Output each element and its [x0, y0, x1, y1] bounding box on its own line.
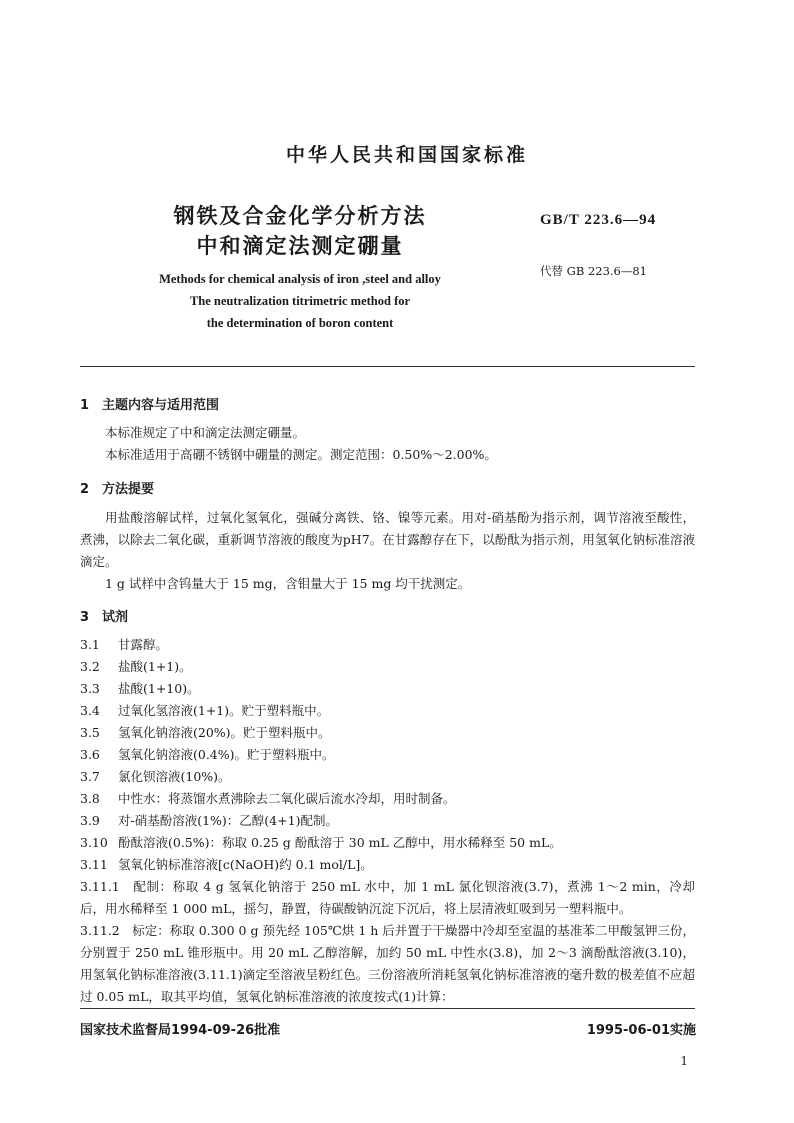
reagent-text: 过氧化氢溶液(1+1)。贮于塑料瓶中。 — [118, 703, 330, 718]
reagent-number: 3.1 — [80, 637, 100, 652]
paragraph-3-11-2: 3.11.2 标定：称取 0.300 0 g 预先经 105℃烘 1 h 后并置于干燥器中冷却至室温的基准苯二甲酸氢钾三份，分别置于 250 mL 锥形瓶中。用 20 mL 乙醇溶解，加约 50 mL 中性水(3.8)，加 2～3 滴酚酞溶液(3.10)，用氢氧化钠标准溶液(3.11.1)滴定至溶液呈粉红色。三份溶液所消耗氢氧化钠标准溶液的毫升数的极差值不应超过 0.05 mL，取其平均值，氢氧化钠标准溶液的浓度按式(1)计算： — [80, 923, 695, 1004]
section-1-para-1: 本标准规定了中和滴定法测定硼量。 — [105, 425, 306, 440]
reagent-text: 甘露醇。 — [118, 637, 169, 652]
reagent-text: 氢氧化钠溶液(0.4%)。贮于塑料瓶中。 — [118, 747, 335, 762]
page-number: 1 — [680, 1054, 688, 1068]
title-en-line1: Methods for chemical analysis of iron ,steel and alloy — [159, 272, 441, 286]
reagent-text: 氢氧化钠溶液(20%)。贮于塑料瓶中。 — [118, 725, 331, 740]
section-2-para-1: 用盐酸溶解试样，过氧化氢氧化，强碱分离铁、铬、镍等元素。用对-硝基酚为指示剂，调节溶液至酸性，煮沸，以除去二氧化碳，重新调节溶液的酸度为pH7。在甘露醇存在下，以酚酞为指示剂，用氢氧化钠标准溶液滴定。 — [80, 510, 695, 569]
national-standard-heading: 中华人民共和国国家标准 — [285, 144, 528, 166]
footer-divider — [80, 1008, 695, 1009]
section-title: 方法提要 — [102, 482, 155, 497]
title-en-line2: The neutralization titrimetric method for — [189, 294, 411, 308]
reagent-item — [80, 678, 695, 700]
reagent-number: 3.10 — [80, 835, 108, 850]
reagent-item — [80, 744, 695, 766]
reagent-number: 3.7 — [80, 769, 100, 784]
section-2-heading — [80, 478, 154, 497]
section-number: 3 — [80, 610, 90, 625]
reagent-item — [80, 656, 695, 678]
section-title: 试剂 — [102, 610, 129, 625]
reagent-item — [80, 766, 695, 788]
standard-number: GB/T 223.6—94 — [540, 212, 657, 228]
reagent-text: 盐酸(1+10)。 — [118, 681, 200, 696]
reagent-text: 中性水：将蒸馏水煮沸除去二氧化碳后流水冷却，用时制备。 — [118, 791, 456, 806]
reagent-item — [80, 700, 695, 722]
implementation-date: 1995-06-01实施 — [586, 1023, 696, 1038]
reagent-text: 酚酞溶液(0.5%)：称取 0.25 g 酚酞溶于 30 mL 乙醇中，用水稀释至 50 mL。 — [118, 835, 562, 850]
reagent-text: 对-硝基酚溶液(1%)：乙醇(4+1)配制。 — [118, 813, 338, 828]
reagent-number: 3.9 — [80, 813, 100, 828]
title-cn-line1: 钢铁及合金化学分析方法 — [173, 204, 427, 228]
replaces-note: 代替 GB 223.6—81 — [540, 264, 648, 278]
reagent-item — [80, 810, 695, 832]
reagent-item — [80, 854, 695, 876]
reagent-text: 氢氧化钠标准溶液[c(NaOH)约 0.1 mol/L]。 — [118, 857, 373, 872]
section-title: 主题内容与适用范围 — [102, 398, 220, 413]
section-1-heading — [80, 394, 219, 413]
section-3-heading — [80, 606, 128, 625]
reagent-number: 3.6 — [80, 747, 100, 762]
header-divider — [80, 366, 695, 367]
reagent-number: 3.8 — [80, 791, 100, 806]
reagent-number: 3.5 — [80, 725, 100, 740]
section-number: 1 — [80, 398, 90, 413]
section-1-para-2: 本标准适用于高硼不锈钢中硼量的测定。测定范围：0.50%～2.00%。 — [105, 447, 497, 462]
reagent-item — [80, 634, 695, 656]
reagent-item — [80, 832, 695, 854]
reagent-text: 盐酸(1+1)。 — [118, 659, 192, 674]
title-cn-line2: 中和滴定法测定硼量 — [196, 234, 404, 258]
reagent-number: 3.3 — [80, 681, 100, 696]
approval-date: 国家技术监督局1994-09-26批准 — [80, 1023, 281, 1038]
reagent-item — [80, 722, 695, 744]
paragraph-3-11-1: 3.11.1 配制：称取 4 g 氢氧化钠溶于 250 mL 水中，加 1 mL 氯化钡溶液(3.7)，煮沸 1～2 min，冷却后，用水稀释至 1 000 mL，摇匀，静置，待碳酸钠沉淀下沉后，将上层清液虹吸到另一塑料瓶中。 — [80, 879, 695, 916]
section-2-para-2: 1 g 试样中含钨量大于 15 mg，含钼量大于 15 mg 均干扰测定。 — [105, 576, 471, 591]
section-number: 2 — [80, 482, 90, 497]
reagent-text: 氯化钡溶液(10%)。 — [118, 769, 231, 784]
title-en-line3: the determination of boron content — [206, 316, 394, 330]
reagent-number: 3.11 — [80, 857, 108, 872]
reagent-number: 3.4 — [80, 703, 100, 718]
reagent-number: 3.2 — [80, 659, 100, 674]
reagent-item — [80, 788, 695, 810]
